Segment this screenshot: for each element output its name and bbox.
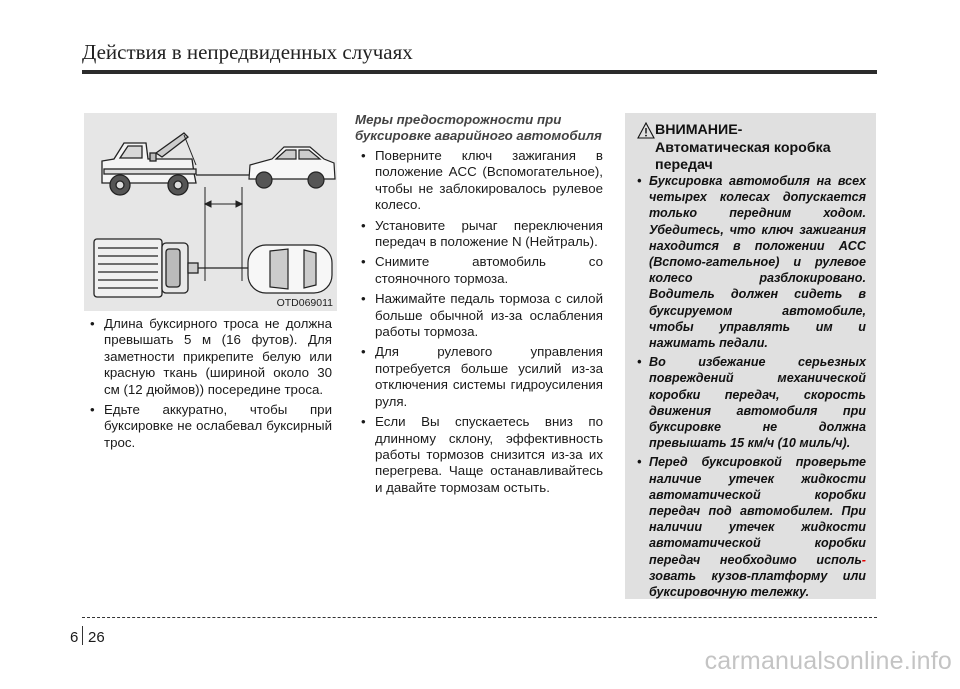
section-heading: Меры предосторожности при буксировке аварийного автомобиля (355, 112, 602, 143)
warning-item: • Буксировка автомобиля на всех четырех колесах допускается только передним ходом. Убедитесь, что ключ зажигания находится в положении ACC (Вспомо-гательное) и рулевое колесо разблокировано. Водитель должен сидеть в буксируемом автомобиле, чтобы управлять им и нажимать педали. (636, 173, 866, 351)
warning-heading (655, 122, 865, 175)
page-number-separator (82, 626, 83, 645)
page-number: 26 (88, 629, 105, 646)
list-item: • Если Вы спускаетесь вниз по длинному склону, эффективность работы тормозов снизится из-за их перегрева. Чаще останавливайтесь и давайте тормозам остыть. (355, 414, 603, 496)
header-rule (82, 70, 877, 74)
towing-rope-instructions (84, 316, 332, 455)
footer-rule (82, 617, 877, 618)
hyphen-mark: - (861, 552, 866, 567)
list-item: • Едьте аккуратно, чтобы при буксировке не ослабевал буксирный трос. (84, 402, 332, 451)
tow-truck-top (94, 239, 198, 297)
distance-indicator (205, 187, 242, 281)
sedan-side (249, 147, 335, 188)
warning-item-text-cont: зовать кузов-платформу или буксировочную тележку. (649, 568, 866, 600)
towing-precautions (355, 112, 603, 500)
warning-item: • Во избежание серьезных повреждений механической коробки передач, скорость движения автомобиля при буксировке не должна превышать 15 км/ч (10 миль/ч). (636, 354, 866, 451)
towing-illustration (84, 113, 337, 311)
list-item: • Установите рычаг переключения передач в положение N (Нейтраль). (355, 218, 603, 251)
warning-subtitle: Автоматическая коробка передач (655, 139, 831, 173)
list-item: • Поверните ключ зажигания в положение ACC (Вспомогательное), чтобы не заблокировалось рулевое колесо. (355, 148, 603, 214)
towing-diagram-svg (84, 113, 337, 311)
sedan-top (248, 245, 332, 293)
warning-body (636, 173, 866, 603)
list-item: • Для рулевого управления потребуется больше усилий из-за отключения системы гидроусиления руля. (355, 344, 603, 410)
chapter-number: 6 (70, 629, 79, 646)
page-header-title: Действия в непредвиденных случаях (82, 40, 413, 64)
list-item: • Нажимайте педаль тормоза с силой больше обычной из-за ослабления работы тормоза. (355, 291, 603, 340)
tow-truck-side (102, 133, 196, 195)
warning-box (625, 113, 876, 599)
list-item: • Длина буксирного троса не должна превышать 5 м (16 футов). Для заметности прикрепите белую или красную ткань (шириной около 30 см (12 дюймов)) посередине троса. (84, 316, 332, 398)
warning-item-text: Перед буксировкой проверьте наличие утечек жидкости автоматической коробки передач под автомобилем. При наличии утечек жидкости автоматической коробки передач необходимо исполь (649, 455, 866, 567)
warning-item (636, 454, 866, 600)
watermark: carmanualsonline.info (704, 647, 952, 675)
warning-triangle-icon (637, 122, 655, 139)
warning-title: ВНИМАНИЕ- (655, 122, 743, 138)
figure-code: OTD069011 (276, 297, 333, 309)
list-item: • Снимите автомобиль со стояночного тормоза. (355, 254, 603, 287)
